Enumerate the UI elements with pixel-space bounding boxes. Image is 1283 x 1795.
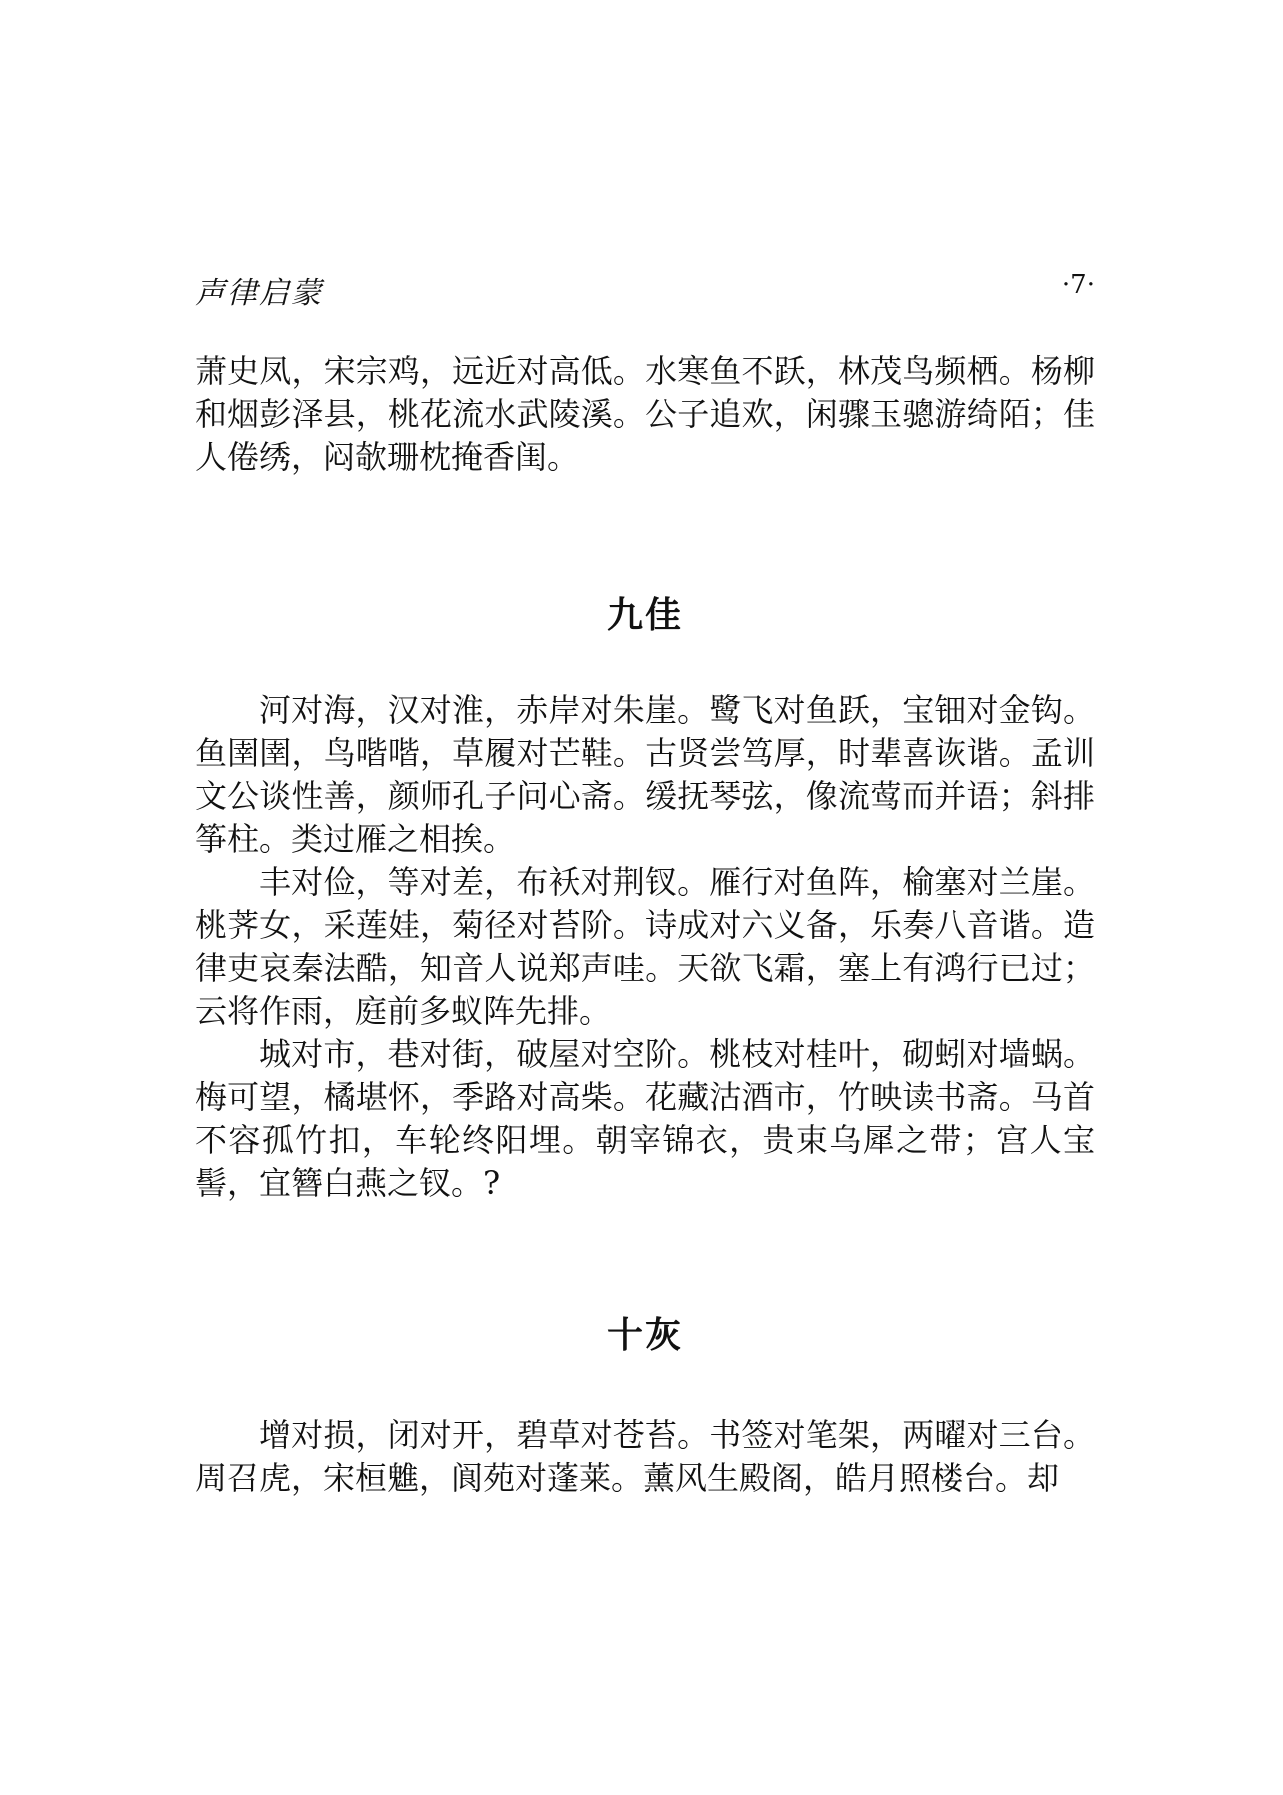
page-number: ·7· <box>1061 270 1095 300</box>
paragraph: 丰对俭，等对差，布袄对荆钗。雁行对鱼阵，榆塞对兰崖。桃荠女，采莲娃，菊径对苔阶。诗成对六义备，乐奏八音谐。造律吏哀秦法酷，知音人说郑声哇。天欲飞霜，塞上有鸿行已过；云将作雨，庭前多蚁阵先排。 <box>195 863 1095 1030</box>
book-title: 声律启蒙 <box>195 276 323 311</box>
continued-paragraph: 萧史凤，宋宗鸡，远近对高低。水寒鱼不跃，林茂鸟频栖。杨柳和烟彭泽县，桃花流水武陵溪。公子追欢，闲骤玉骢游绮陌；佳人倦绣，闷欹珊枕掩香闺。 <box>195 352 1095 476</box>
continued-paragraph-block <box>195 350 1095 479</box>
section-body-shihui <box>195 1414 1095 1500</box>
paragraph: 河对海，汉对淮，赤岸对朱崖。鹭飞对鱼跃，宝钿对金钩。鱼圉圉，鸟喈喈，草履对芒鞋。古贤尝笃厚，时辈喜诙谐。孟训文公谈性善，颜师孔子问心斋。缓抚琴弦，像流莺而并语；斜排筝柱。类过雁之相挨。 <box>195 691 1095 858</box>
section-heading-shihui: 十灰 <box>606 1315 683 1356</box>
section-body-jiujia <box>195 689 1095 1205</box>
paragraph: 增对损，闭对开，碧草对苍苔。书签对笔架，两曜对三台。周召虎，宋桓魋，阆苑对蓬莱。薰风生殿阁，皓月照楼台。却 <box>195 1416 1095 1497</box>
running-header <box>195 268 1095 312</box>
section-heading-jiujia: 九佳 <box>606 595 683 636</box>
paragraph: 城对市，巷对街，破屋对空阶。桃枝对桂叶，砌蚓对墙蜗。梅可望，橘堪怀，季路对高柴。花藏沽酒市，竹映读书斋。马首不容孤竹扣，车轮终阳埋。朝宰锦衣，贵束乌犀之带；宫人宝髻，宜簪白燕之钗。? <box>195 1035 1095 1202</box>
